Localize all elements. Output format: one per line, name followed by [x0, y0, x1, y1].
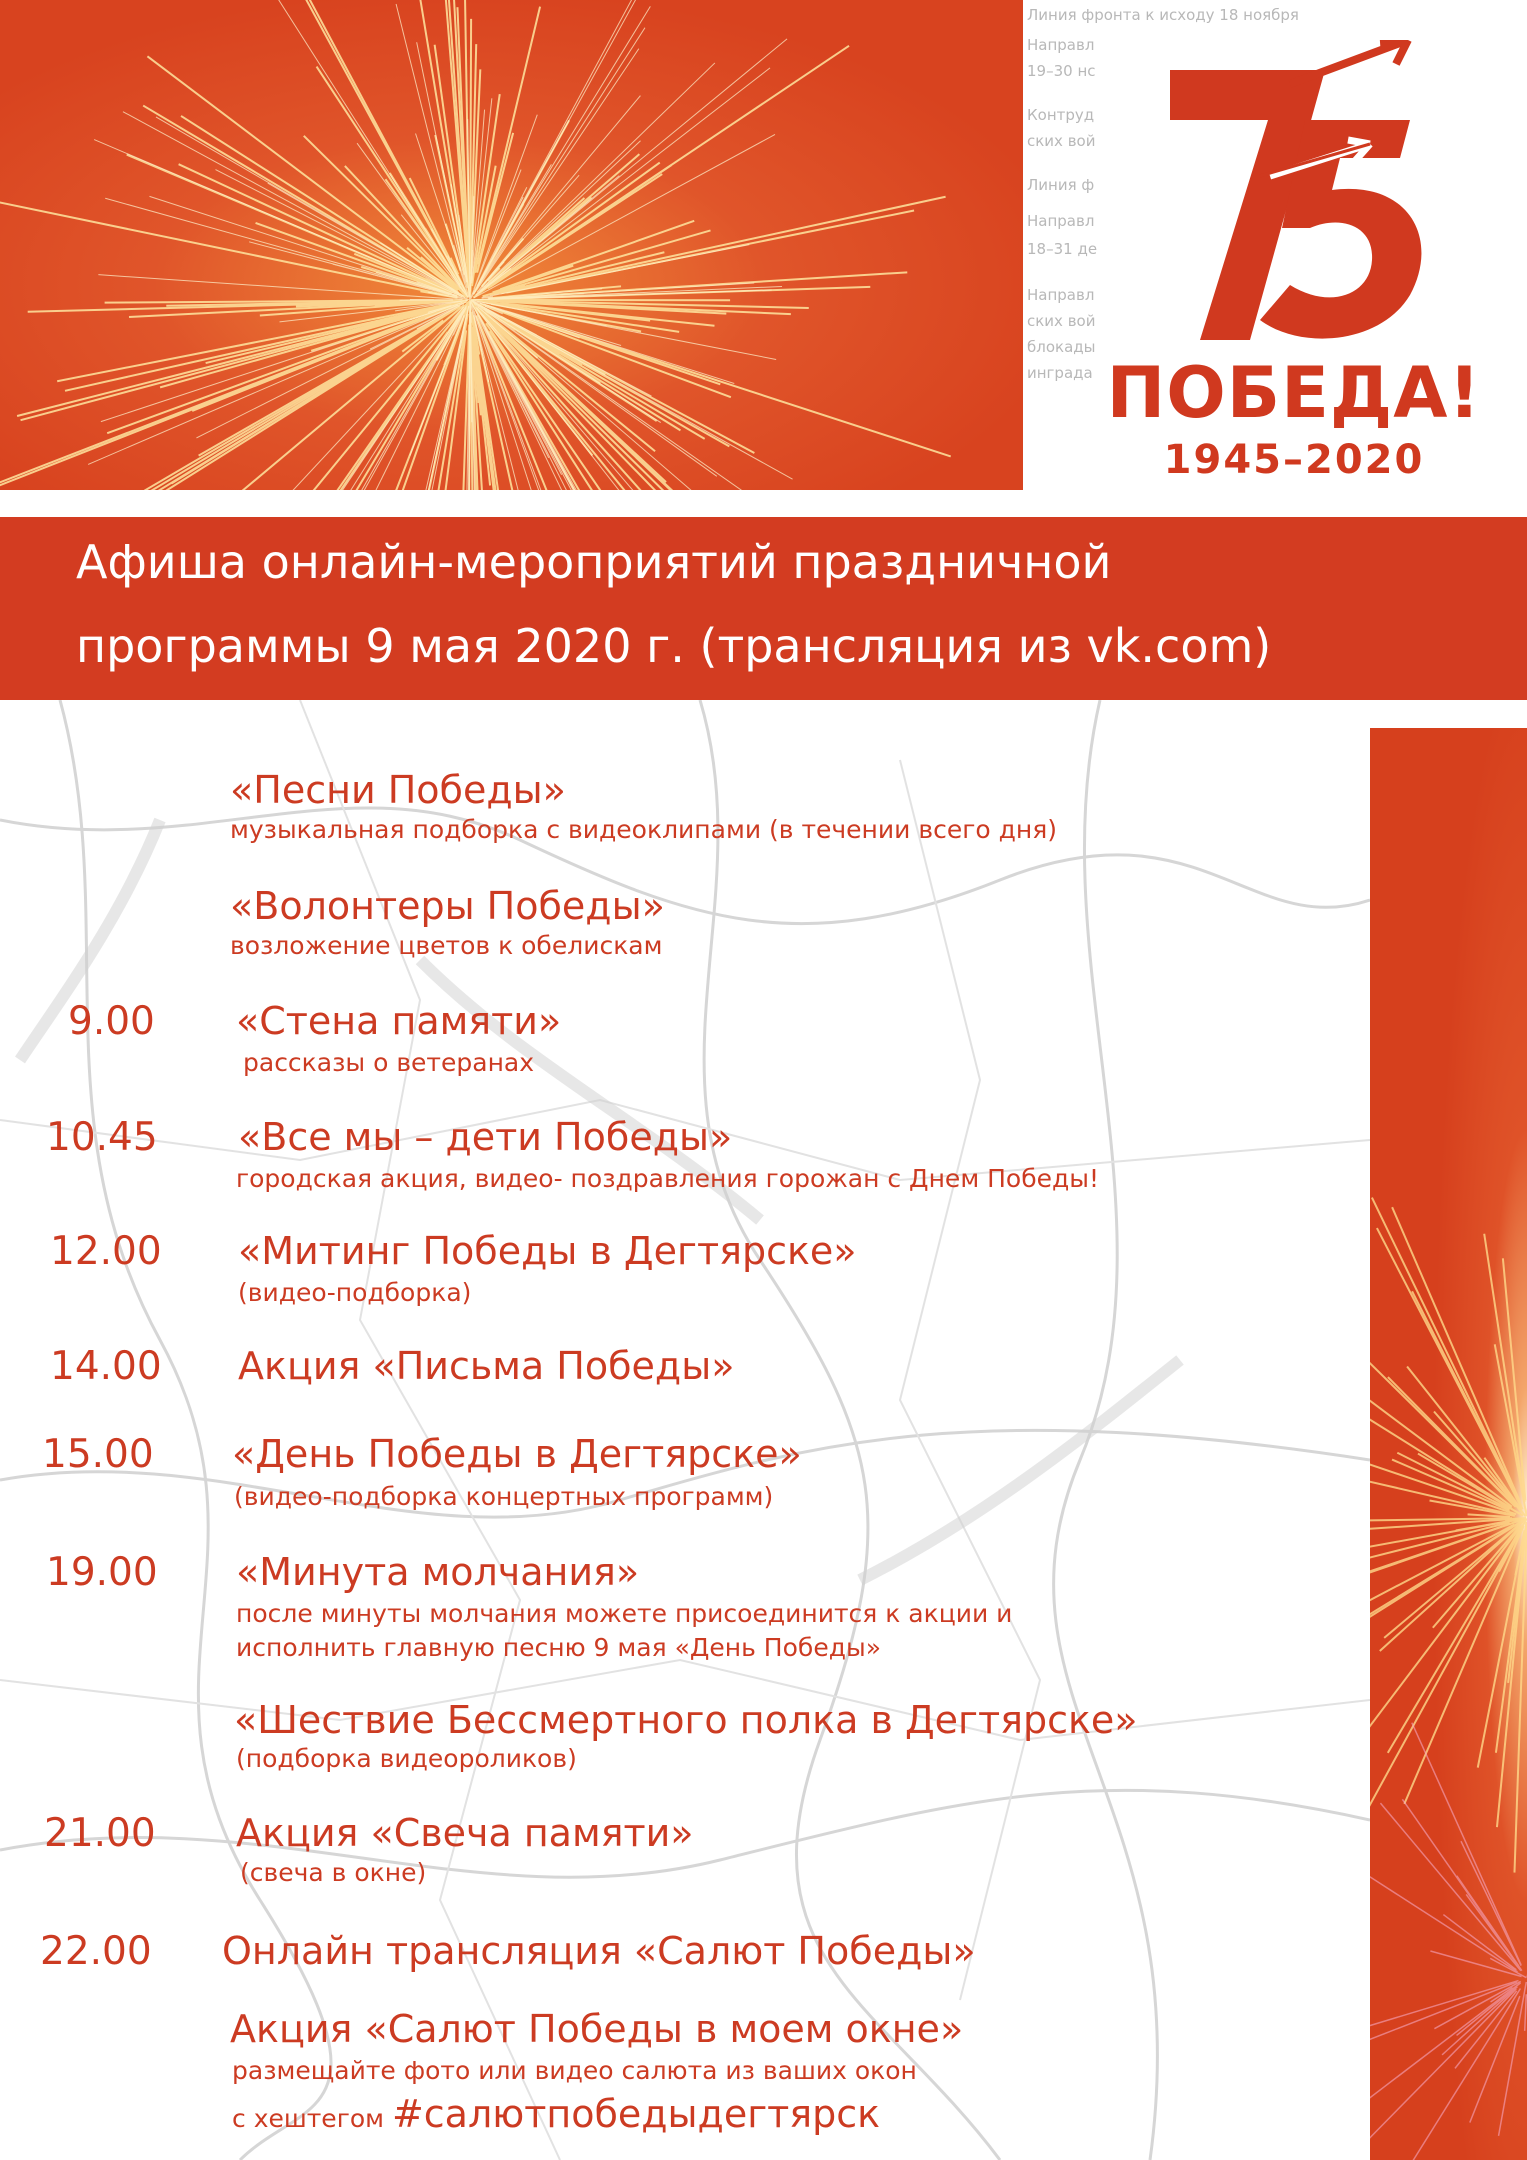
fireworks-image [0, 0, 1023, 490]
event-time: 14.00 [50, 1344, 162, 1389]
title-banner [0, 517, 1527, 700]
event-subtitle: (свеча в окне) [240, 1858, 427, 1887]
event-time: 12.00 [50, 1229, 162, 1274]
event-title: «Все мы – дети Победы» [238, 1115, 733, 1159]
event-title: «Волонтеры Победы» [230, 884, 665, 928]
map-fragment: 19–30 нс [1027, 62, 1096, 80]
event-subtitle: (видео-подборка концертных программ) [234, 1482, 774, 1511]
fireworks-strip [1370, 728, 1527, 2160]
hashtag-prefix: с хештегом [232, 2104, 392, 2133]
event-subtitle: рассказы о ветеранах [243, 1048, 535, 1077]
event-title: Акция «Письма Победы» [238, 1344, 735, 1388]
event-title: «Минута молчания» [236, 1550, 640, 1594]
map-fragment: Направл [1027, 36, 1095, 54]
event-time: 21.00 [44, 1811, 156, 1856]
event-time: 22.00 [40, 1929, 152, 1974]
logo-years: 1945–2020 [1163, 437, 1425, 483]
hashtag: #салютпобедыдегтярск [391, 2092, 881, 2136]
map-fragment: 18–31 де [1027, 240, 1098, 258]
banner-title-line-2: программы 9 мая 2020 г. (трансляция из vk.com) [76, 619, 1272, 673]
event-title: Онлайн трансляция «Салют Победы» [222, 1929, 976, 1973]
event-time: 9.00 [68, 999, 155, 1044]
event-subtitle: музыкальная подборка с видеоклипами (в течении всего дня) [230, 815, 1058, 844]
event-subtitle: размещайте фото или видео салюта из ваших окон [232, 2056, 917, 2085]
event-time: 19.00 [46, 1550, 158, 1595]
event-subtitle: городская акция, видео- поздравления горожан с Днем Победы! [236, 1164, 1100, 1193]
map-fragment: ских вой [1027, 312, 1096, 330]
banner-title-line-1: Афиша онлайн-мероприятий праздничной [76, 535, 1112, 589]
event-title: «Митинг Победы в Дегтярске» [238, 1229, 857, 1273]
event-time: 10.45 [46, 1115, 158, 1160]
event-title: «Песни Победы» [230, 768, 566, 812]
map-fragment: Направл [1027, 212, 1095, 230]
map-fragment: блокады [1027, 338, 1096, 356]
map-fragment: Линия ф [1027, 176, 1095, 194]
event-title: «Стена памяти» [236, 999, 562, 1043]
event-title: «День Победы в Дегтярске» [232, 1432, 802, 1476]
map-fragment: Контруд [1027, 106, 1095, 124]
map-fragment: Направл [1027, 286, 1095, 304]
logo-75-icon [1140, 40, 1440, 360]
event-subtitle: (видео-подборка) [238, 1278, 472, 1307]
event-hashtag-line [232, 2092, 881, 2136]
event-subtitle: (подборка видеороликов) [236, 1744, 577, 1773]
event-subtitle: после минуты молчания можете присоединится к акции и [236, 1599, 1013, 1628]
event-time: 15.00 [42, 1432, 154, 1477]
map-fragment: ских вой [1027, 132, 1096, 150]
event-title: Акция «Салют Победы в моем окне» [230, 2007, 964, 2051]
logo-word: ПОБЕДА! [1106, 352, 1482, 434]
event-subtitle: возложение цветов к обелискам [230, 931, 663, 960]
map-fragment: Линия фронта к исходу 18 ноября [1027, 6, 1299, 24]
map-fragment: инграда [1027, 364, 1093, 382]
event-title: Акция «Свеча памяти» [236, 1811, 694, 1855]
event-title: «Шествие Бессмертного полка в Дегтярске» [234, 1698, 1138, 1742]
event-subtitle: исполнить главную песню 9 мая «День Победы» [236, 1633, 882, 1662]
